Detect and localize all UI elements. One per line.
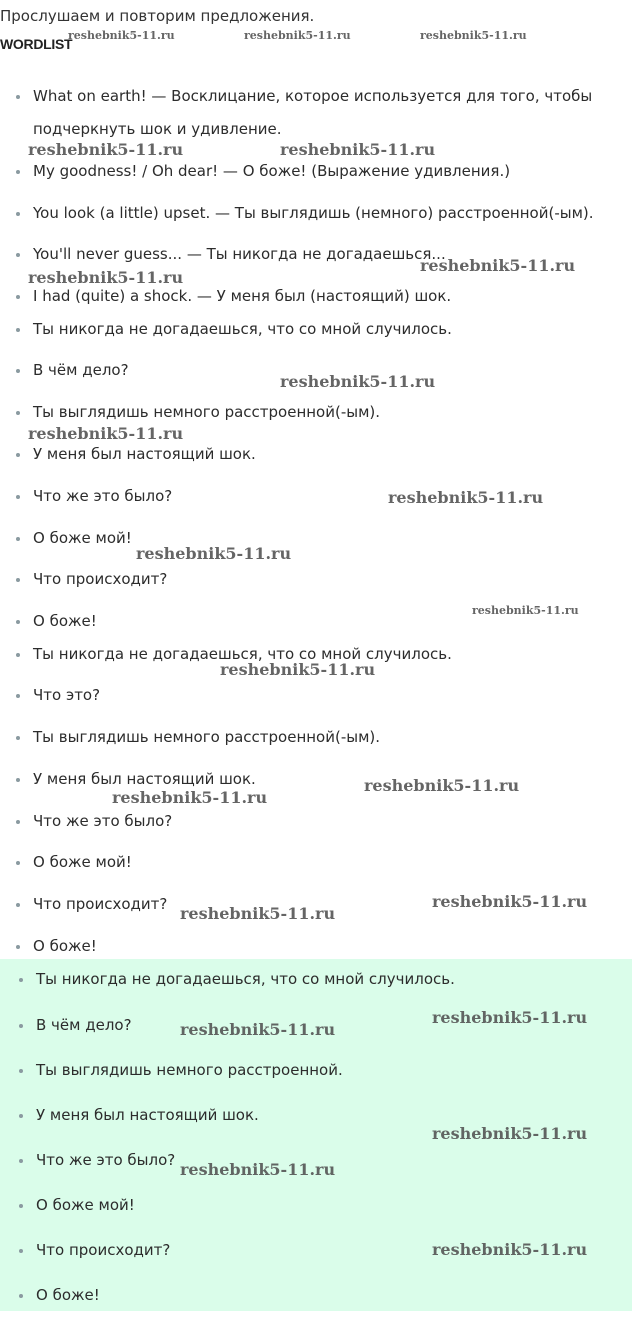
list-item: О боже! (19, 1286, 100, 1304)
list-item: Что происходит? (16, 570, 167, 588)
list-item: Что же это было? (16, 812, 172, 830)
watermark: reshebnik5-11.ru (364, 776, 520, 795)
list-item: You look (a little) upset. — Ты выглядишь (немного) расстроенной(-ым). (16, 204, 594, 222)
list-item: Ты выглядишь немного расстроенной. (19, 1061, 343, 1079)
watermark: reshebnik5-11.ru (112, 788, 268, 807)
list-item: Что это? (16, 686, 100, 704)
list-item: У меня был настоящий шок. (16, 770, 256, 788)
watermark: reshebnik5-11.ru (472, 604, 579, 617)
list-item-continuation: подчеркнуть шок и удивление. (33, 120, 282, 138)
watermark: reshebnik5-11.ru (28, 424, 184, 443)
watermark: reshebnik5-11.ru (432, 1124, 588, 1143)
list-item: Ты выглядишь немного расстроенной(-ым). (16, 728, 380, 746)
watermark: reshebnik5-11.ru (180, 1160, 336, 1179)
list-item: Что же это было? (19, 1151, 175, 1169)
watermark: reshebnik5-11.ru (420, 29, 527, 42)
watermark: reshebnik5-11.ru (280, 140, 436, 159)
watermark: reshebnik5-11.ru (388, 488, 544, 507)
list-item: У меня был настоящий шок. (19, 1106, 259, 1124)
list-item: Ты выглядишь немного расстроенной(-ым). (16, 403, 380, 421)
watermark: reshebnik5-11.ru (432, 1240, 588, 1259)
list-item: Ты никогда не догадаешься, что со мной случилось. (16, 645, 452, 663)
watermark: reshebnik5-11.ru (432, 892, 588, 911)
watermark: reshebnik5-11.ru (420, 256, 576, 275)
list-item: Что же это было? (16, 487, 172, 505)
list-item: О боже мой! (16, 529, 132, 547)
list-item: В чём дело? (16, 361, 129, 379)
watermark: reshebnik5-11.ru (244, 29, 351, 42)
watermark: reshebnik5-11.ru (28, 268, 184, 287)
list-item: Ты никогда не догадаешься, что со мной случилось. (16, 320, 452, 338)
intro-text: Прослушаем и повторим предложения. (0, 7, 315, 25)
list-item: I had (quite) a shock. — У меня был (настоящий) шок. (16, 287, 451, 305)
watermark: reshebnik5-11.ru (136, 544, 292, 563)
wordlist-heading: WORDLIST (0, 36, 73, 52)
list-item: Что происходит? (16, 895, 167, 913)
list-item: You'll never guess... — Ты никогда не догадаешься... (16, 245, 446, 263)
list-item: В чём дело? (19, 1016, 132, 1034)
watermark: reshebnik5-11.ru (28, 140, 184, 159)
watermark: reshebnik5-11.ru (180, 1020, 336, 1039)
list-item: Ты никогда не догадаешься, что со мной случилось. (19, 970, 455, 988)
list-item: У меня был настоящий шок. (16, 445, 256, 463)
list-item: О боже! (16, 937, 97, 955)
list-item: О боже мой! (16, 853, 132, 871)
watermark: reshebnik5-11.ru (432, 1008, 588, 1027)
list-item: О боже! (16, 612, 97, 630)
watermark: reshebnik5-11.ru (180, 904, 336, 923)
watermark: reshebnik5-11.ru (68, 29, 175, 42)
watermark: reshebnik5-11.ru (220, 660, 376, 679)
list-item: My goodness! / Oh dear! — О боже! (Выражение удивления.) (16, 162, 510, 180)
watermark: reshebnik5-11.ru (280, 372, 436, 391)
list-item: What on earth! — Восклицание, которое используется для того, чтобы (16, 87, 592, 105)
list-item: Что происходит? (19, 1241, 170, 1259)
list-item: О боже мой! (19, 1196, 135, 1214)
